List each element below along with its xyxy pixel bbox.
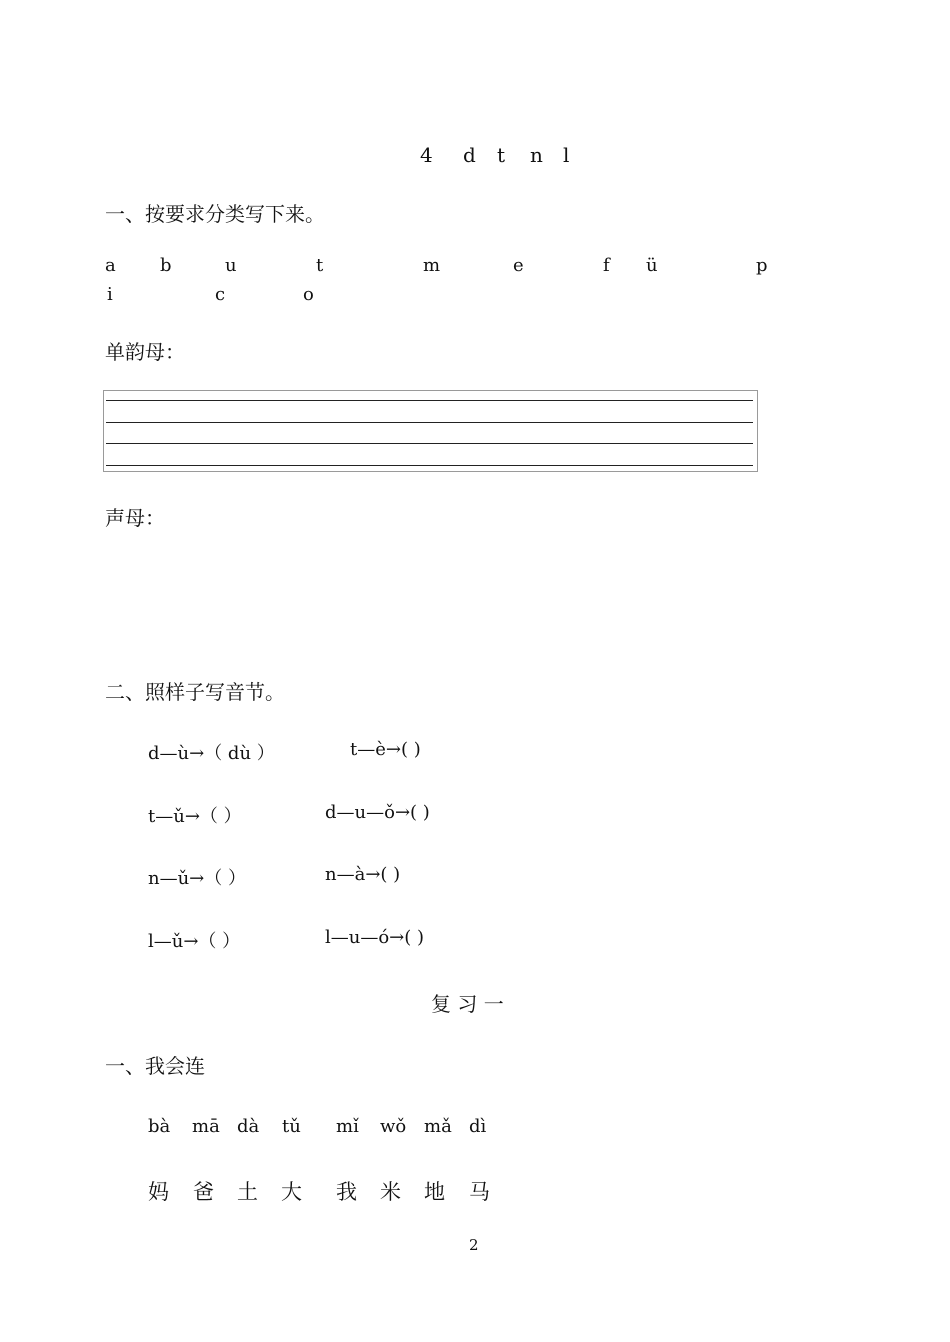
letter-item: t — [316, 255, 324, 276]
lesson-letter-l: l — [563, 143, 570, 167]
syllable-item[interactable]: t—ǔ→（ ） — [148, 806, 242, 827]
writing-line — [106, 400, 753, 401]
pinyin-item[interactable]: mǎ — [424, 1116, 452, 1137]
letter-item: o — [303, 284, 314, 305]
writing-line — [106, 422, 753, 423]
pinyin-item[interactable]: mā — [192, 1116, 220, 1137]
section1-heading: 一、按要求分类写下来。 — [105, 202, 325, 226]
review-heading: 一、我会连 — [105, 1054, 205, 1078]
character-item[interactable]: 我 — [336, 1180, 357, 1204]
lesson-letter-t: t — [497, 143, 506, 167]
lesson-letter-d: d — [463, 143, 476, 167]
pinyin-item[interactable]: dì — [469, 1116, 487, 1137]
page-number: 2 — [469, 1236, 479, 1254]
syllable-item[interactable]: d—u—ǒ→( ) — [325, 802, 430, 823]
syllable-example: d—ù→（ dù ） — [148, 743, 275, 764]
letter-item: u — [225, 255, 237, 276]
letter-item: a — [105, 255, 116, 276]
pinyin-item[interactable]: bà — [148, 1116, 171, 1137]
letter-item: b — [160, 255, 172, 276]
writing-lines-box[interactable] — [103, 390, 758, 472]
review-title: 复 习 一 — [431, 992, 504, 1016]
letter-item: m — [423, 255, 441, 276]
character-item[interactable]: 爸 — [193, 1180, 214, 1204]
letter-item: f — [603, 255, 610, 276]
letter-item: c — [215, 284, 226, 305]
writing-line — [106, 465, 753, 466]
letter-item: ü — [646, 255, 658, 276]
character-item[interactable]: 地 — [424, 1180, 445, 1204]
syllable-item[interactable]: n—ǔ→（ ） — [148, 868, 246, 889]
character-item[interactable]: 妈 — [148, 1180, 169, 1204]
character-item[interactable]: 大 — [281, 1180, 302, 1204]
finals-label: 单韵母： — [105, 340, 185, 364]
letter-item: p — [756, 255, 768, 276]
pinyin-item[interactable]: wǒ — [380, 1116, 407, 1137]
character-item[interactable]: 米 — [380, 1180, 401, 1204]
pinyin-item[interactable]: tǔ — [282, 1116, 301, 1137]
section2-heading: 二、照样子写音节。 — [105, 680, 285, 704]
writing-line — [106, 443, 753, 444]
character-item[interactable]: 马 — [469, 1180, 490, 1204]
lesson-letter-n: n — [530, 143, 543, 167]
letter-item: e — [513, 255, 524, 276]
initials-label: 声母： — [105, 506, 165, 530]
syllable-item[interactable]: l—ǔ→（ ） — [148, 931, 241, 952]
syllable-item[interactable]: n—à→( ) — [325, 864, 401, 885]
letter-item: i — [107, 284, 113, 305]
syllable-item[interactable]: l—u—ó→( ) — [325, 927, 425, 948]
pinyin-item[interactable]: mǐ — [336, 1116, 359, 1137]
lesson-number: 4 — [420, 143, 433, 167]
syllable-item[interactable]: t—è→( ) — [350, 739, 421, 760]
character-item[interactable]: 土 — [237, 1180, 258, 1204]
pinyin-item[interactable]: dà — [237, 1116, 260, 1137]
